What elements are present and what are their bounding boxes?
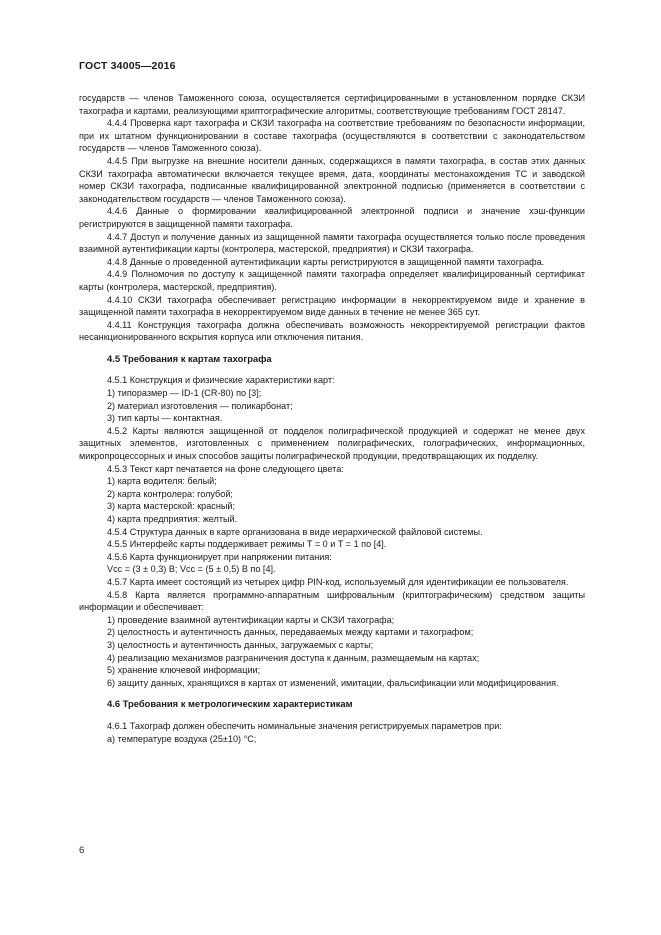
paragraph-4-5-8: 4.5.8 Карта является программно-аппаратным шифровальным (криптографическим) средством защиты информации и обеспечивает: [79,589,585,613]
document-body [79,92,585,745]
voltage-formula: Vcc = (3 ± 0,3) В; Vcc = (5 ± 0,5) В по [4]. [107,564,276,575]
paragraph-4-4-7: 4.4.7 Доступ и получение данных из защищенной памяти тахографа осуществляется только после проведения взаимной аутентификации карты (контролера, мастерской, предприятия) и СКЗИ тахографа. [79,231,585,255]
paragraph-4-5-6: 4.5.6 Карта функционирует при напряжении питания: [107,551,332,562]
paragraph-4-4-11: 4.4.11 Конструкция тахографа должна обеспечивать возможность некорректируемой регистрации фактов несанкционированного вскрытия корпуса или отключения питания. [79,319,585,343]
page-number: 6 [79,845,85,856]
list-item: 1) типоразмер — ID-1 (CR-80) по [3]; [107,388,262,399]
paragraph-4-5-7: 4.5.7 Карта имеет состоящий из четырех цифр PIN-код, используемый для идентификации ее пользователя. [107,576,569,587]
paragraph-4-5-5: 4.5.5 Интерфейс карты поддерживает режимы T = 0 и T = 1 по [4]. [107,539,387,550]
list-item: 2) материал изготовления — поликарбонат; [107,400,293,411]
paragraph-4-4-10: 4.4.10 СКЗИ тахографа обеспечивает регистрацию информации в некорректируемом виде и хранение в защищенной памяти тахографа в некорректируемом виде данных в течение не менее 365 сут. [79,294,585,318]
paragraph-4-4-5: 4.4.5 При выгрузке на внешние носители данных, содержащихся в памяти тахографа, в состав этих данных СКЗИ тахографа автоматически включается текущее время, дата, координаты местонахождения ТС и заводской номер СКЗИ тахографа, подписанные квалифицированной электронной подписью (применяется в соответствии с законодательством государств — членов Таможенного союза). [79,155,585,204]
section-heading-4-5: 4.5 Требования к картам тахографа [107,352,272,364]
paragraph-4-4-9: 4.4.9 Полномочия по доступу к защищенной памяти тахографа определяет квалифицированный сертификат карты (контролера, мастерской, предприятия). [79,269,585,292]
paragraph-4-6-1: 4.6.1 Тахограф должен обеспечить номинальные значения регистрируемых параметров при: [107,720,502,731]
list-item: 1) карта водителя: белый; [107,476,217,487]
paragraph-4-4-8: 4.4.8 Данные о проведенной аутентификации карты регистрируются в защищенной памяти тахографа. [107,256,545,267]
list-item: а) температуре воздуха (25±10) °C; [107,733,257,744]
list-item: 3) карта мастерской: красный; [107,501,236,512]
list-item: 6) защиту данных, хранящихся в картах от изменений, имитации, фальсификации или модифицирования. [107,677,559,688]
list-item: 3) тип карты — контактная. [107,413,223,424]
paragraph-4-4-4: 4.4.4 Проверка карт тахографа и СКЗИ тахографа на соответствие требованиям по безопасности информации, при их штатном функционировании в составе тахографа (осуществляются в соответствии с законодательством государств — членов Таможенного союза). [79,118,585,154]
paragraph-4-5-3: 4.5.3 Текст карт печатается на фоне следующего цвета: [107,463,344,474]
list-item: 4) карта предприятия: желтый. [107,514,238,524]
list-item: 3) целостность и аутентичность данных, загружаемых с карты; [107,639,374,650]
list-item: 2) целостность и аутентичность данных, передаваемых между картами и тахографом; [107,627,474,638]
list-item: 5) хранение ключевой информации; [107,665,261,676]
list-item: 2) карта контролера: голубой; [107,488,233,499]
section-heading-4-6: 4.6 Требования к метрологическим характеристикам [107,698,353,710]
paragraph: государств — членов Таможенного союза, осуществляется сертифицированными в установленном порядке СКЗИ тахографа и картами, реализующими криптографические алгоритмы, соответствующие требованиям ГОСТ 28147. [79,93,585,116]
paragraph-4-5-1: 4.5.1 Конструкция и физические характеристики карт: [107,375,335,386]
paragraph-4-5-2: 4.5.2 Карты являются защищенной от подделок полиграфической продукцией и содержат не менее двух защитных элементов, изготовленных с применением полиграфических, голографических, информационных, микропроцессорных и иных способов защиты полиграфической продукции, предотвращающих их подделку. [79,425,585,462]
document-header: ГОСТ 34005—2016 [79,60,176,72]
list-item: 1) проведение взаимной аутентификации карты и СКЗИ тахографа; [107,614,395,625]
paragraph-4-4-6: 4.4.6 Данные о формировании квалифицированной электронной подписи и значение хэш-функции регистрируются в защищенной памяти тахографа. [79,206,585,229]
list-item: 4) реализацию механизмов разграничения доступа к данным, размещаемым на картах; [107,652,480,663]
paragraph-4-5-4: 4.5.4 Структура данных в карте организована в виде иерархической файловой системы. [107,526,483,537]
